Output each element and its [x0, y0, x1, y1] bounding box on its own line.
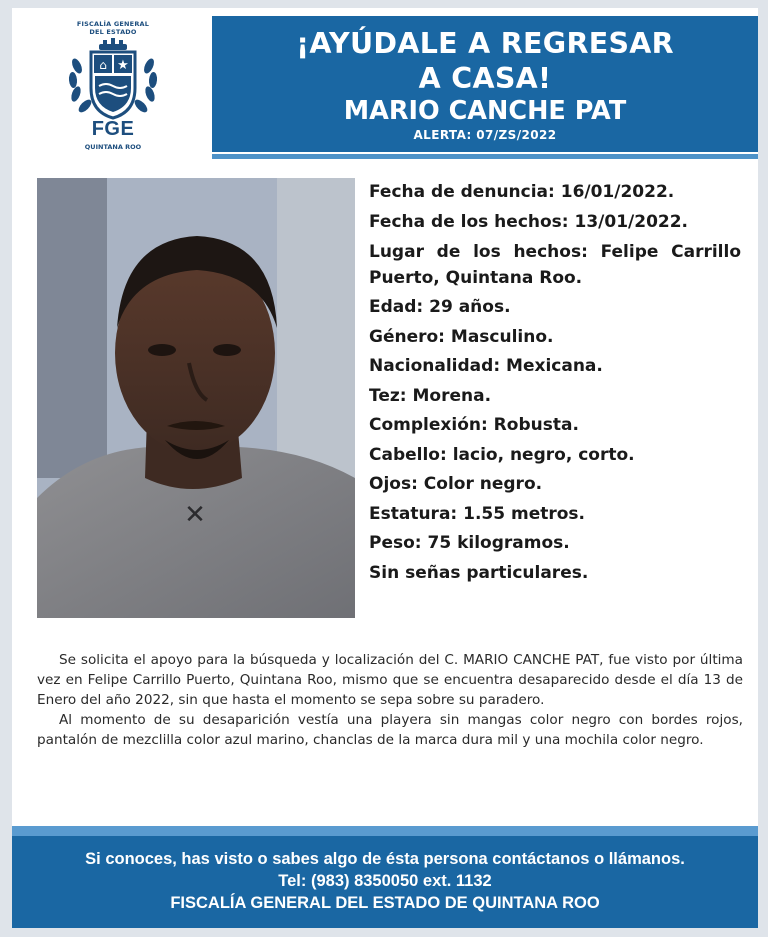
- footer-agency: FISCALÍA GENERAL DEL ESTADO DE QUINTANA ROO: [170, 894, 600, 912]
- svg-text:✕: ✕: [184, 500, 206, 530]
- svg-text:★: ★: [117, 58, 129, 73]
- logo-agency-line2: DEL ESTADO: [89, 28, 137, 36]
- detail-gender: Género: Masculino.: [369, 326, 554, 347]
- contact-footer: [12, 826, 758, 928]
- detail-report-date: Fecha de denuncia: 16/01/2022.: [369, 182, 675, 202]
- missing-person-poster: [12, 8, 758, 928]
- logo-agency-line1: FISCALÍA GENERAL: [76, 20, 150, 28]
- detail-weight: Peso: 75 kilogramos.: [369, 533, 570, 553]
- detail-height: Estatura: 1.55 metros.: [369, 503, 586, 524]
- headline-line1: ¡AYÚDALE A REGRESAR: [296, 27, 674, 60]
- person-details: [369, 178, 741, 588]
- logo-agency-text: [48, 20, 178, 36]
- detail-nationality: Nacionalidad: Mexicana.: [369, 356, 603, 376]
- detail-eyes: Ojos: Color negro.: [369, 474, 543, 494]
- header-banner: [212, 16, 758, 152]
- detail-complexion-skin: Tez: Morena.: [369, 385, 492, 406]
- person-name: MARIO CANCHE PAT: [343, 96, 627, 126]
- detail-marks: Sin señas particulares.: [369, 562, 589, 583]
- logo-state: QUINTANA ROO: [84, 143, 142, 151]
- detail-age: Edad: 29 años.: [369, 297, 511, 317]
- footer-call-to-action: Si conoces, has visto o sabes algo de ésta persona contáctanos o llámanos.: [85, 850, 685, 868]
- state-seal-icon: [63, 38, 163, 124]
- description: [37, 650, 743, 750]
- description-paragraph1: Se solicita el apoyo para la búsqueda y localización del C. MARIO CANCHE PAT, fue visto por última vez en Felipe Carrillo Puerto, Quintana Roo, mismo que se encuentra desaparecido desde el día 13 de Enero del año 2022, sin que hasta el momento se sepa sobre su paradero.: [37, 652, 743, 708]
- detail-hair: Cabello: lacio, negro, corto.: [369, 444, 635, 465]
- headline-line2: A CASA!: [418, 62, 552, 95]
- footer-phone: Tel: (983) 8350050 ext. 1132: [278, 872, 492, 890]
- logo-abbreviation: FGE: [91, 118, 135, 140]
- svg-text:⌂: ⌂: [99, 58, 107, 72]
- detail-build: Complexión: Robusta.: [369, 415, 579, 435]
- detail-incident-place: Lugar de los hechos: Felipe Carrillo Puerto, Quintana Roo.: [369, 242, 741, 288]
- alert-code: ALERTA: 07/ZS/2022: [413, 128, 557, 142]
- headline: [212, 26, 758, 96]
- description-paragraph2: Al momento de su desaparición vestía una playera sin mangas color negro con bordes rojos, pantalón de mezclilla color azul marino, chanclas de la marca dura mil y una mochila color negro.: [37, 712, 743, 748]
- fge-logo: [48, 16, 178, 158]
- banner-divider: [212, 154, 758, 159]
- person-photo: [37, 178, 355, 618]
- footer-divider: [12, 826, 758, 836]
- detail-incident-date: Fecha de los hechos: 13/01/2022.: [369, 211, 689, 232]
